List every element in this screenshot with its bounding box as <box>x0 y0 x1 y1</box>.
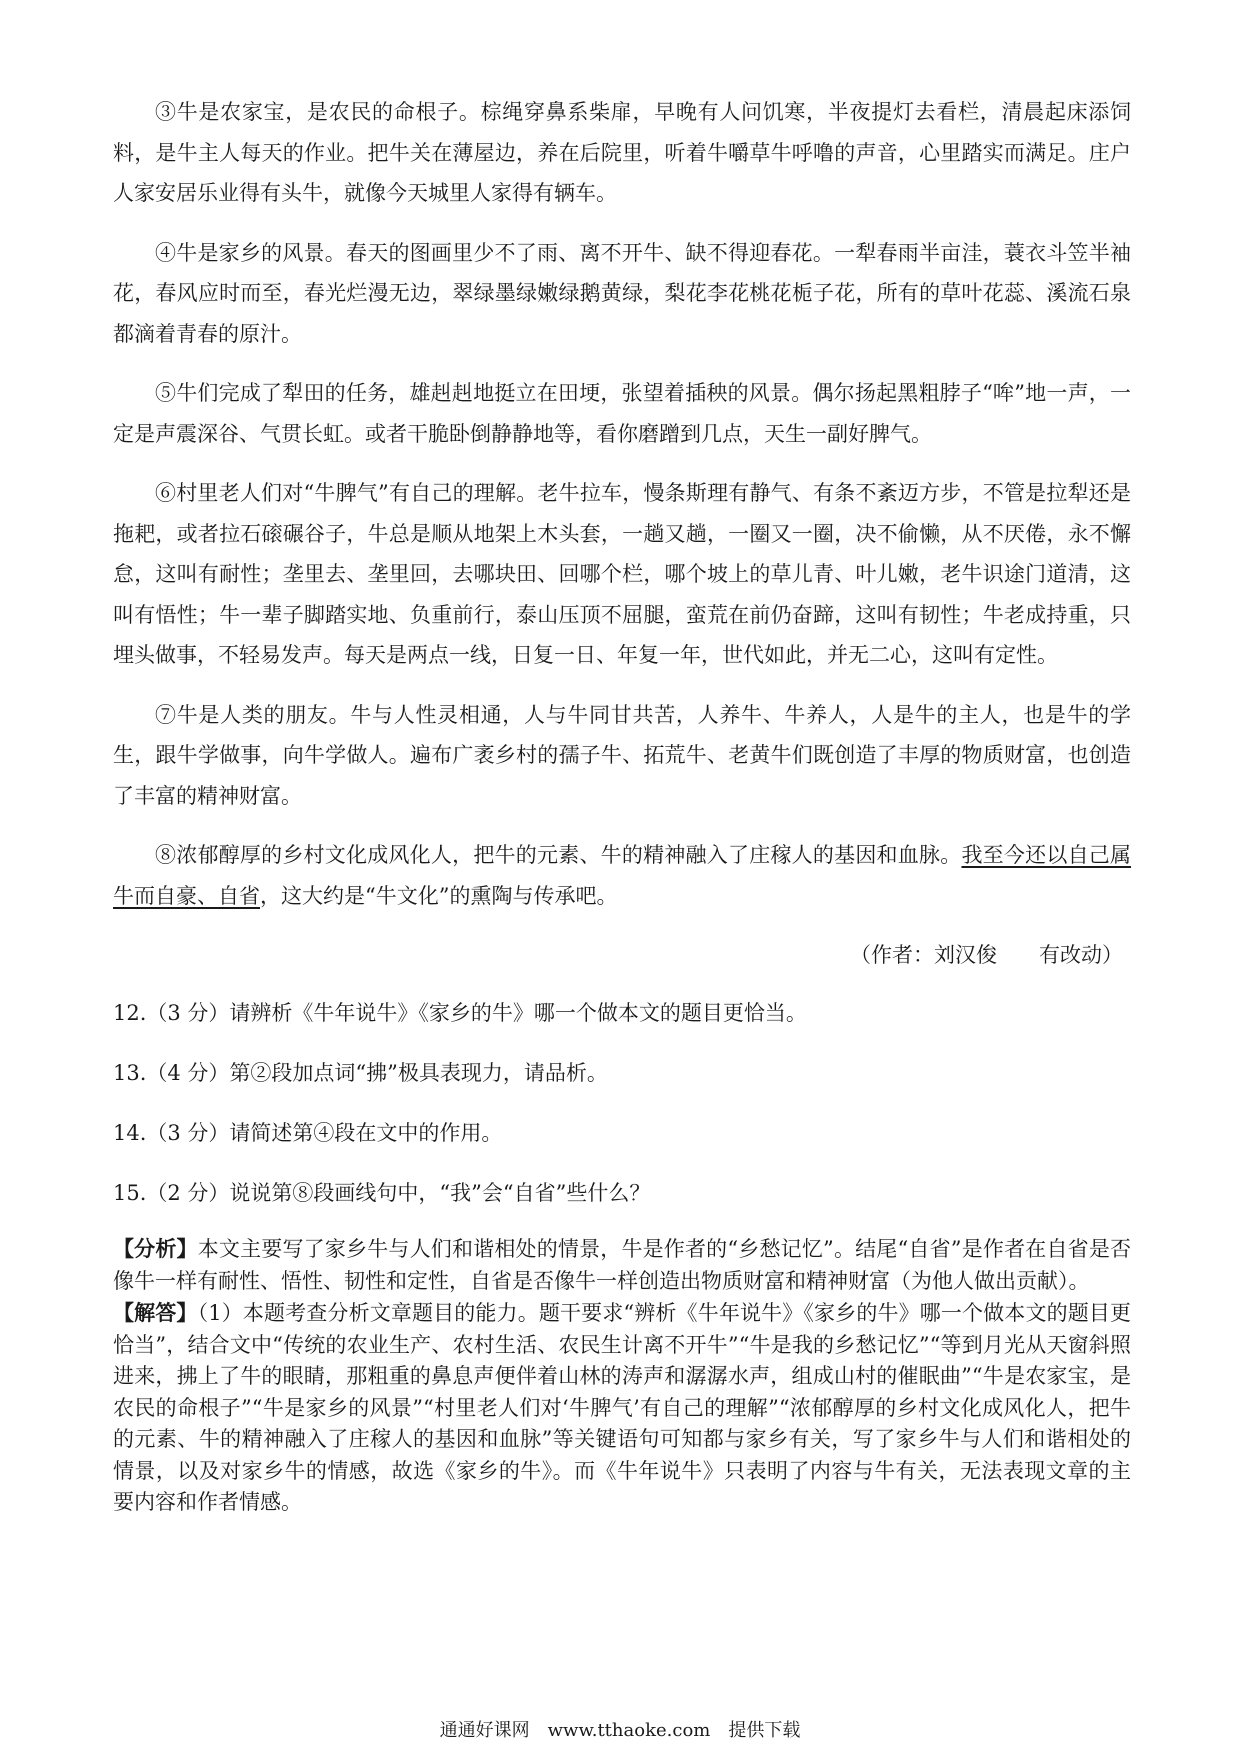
author-line: （作者：刘汉俊 有改动） <box>850 943 1123 967</box>
answer-text: （1）本题考查分析文章题目的能力。题干要求“辨析《牛年说牛》《家乡的牛》哪一个做本文的题目更恰当”，结合文中“传统的农业生产、农村生活、农民生计离不开牛”“牛是我的乡愁记忆”“等到月光从天窗斜照进来，拂上了牛的眼睛，那粗重的鼻息声便伴着山林的涛声和潺潺水声，组成山村的催眠曲”“牛是农家宝，是农民的命根子”“牛是家乡的风景”“村里老人们对‘牛脾气’有自己的理解”“浓郁醇厚的乡村文化成风化人，把牛的元素、牛的精神融入了庄稼人的基因和血脉”等关键语句可知都与家乡有关，写了家乡牛与人们和谐相处的情景，以及对家乡牛的情感，故选《家乡的牛》。而《牛年说牛》只表明了内容与牛有关，无法表现文章的主要内容和作者情感。 <box>113 1301 1132 1514</box>
paragraph-7: ⑦牛是人类的朋友。牛与人性灵相通，人与牛同甘共苦，人养牛、牛养人，人是牛的主人，也是牛的学生，跟牛学做事，向牛学做人。遍布广袤乡村的孺子牛、拓荒牛、老黄牛们既创造了丰厚的物质财富，也创造了丰富的精神财富。 <box>113 702 1131 808</box>
paragraph-8 <box>113 835 1131 916</box>
analysis-text: 本文主要写了家乡牛与人们和谐相处的情景，牛是作者的“乡愁记忆”。结尾“自省”是作者在自省是否像牛一样有耐性、悟性、韧性和定性，自省是否像牛一样创造出物质财富和精神财富（为他人做出贡献）。 <box>113 1237 1131 1293</box>
analysis-block <box>113 1233 1131 1297</box>
question-15: 15.（2 分）说说第⑧段画线句中，“我”会“自省”些什么？ <box>113 1181 651 1205</box>
paragraph-3: ③牛是农家宝，是农民的命根子。棕绳穿鼻系柴扉，早晚有人问饥寒，半夜提灯去看栏，清晨起床添饲料，是牛主人每天的作业。把牛关在薄屋边，养在后院里，听着牛嚼草牛呼噜的声音，心里踏实而满足。庄户人家安居乐业得有头牛，就像今天城里人家得有辆车。 <box>113 100 1131 205</box>
paragraph-4: ④牛是家乡的风景。春天的图画里少不了雨、离不开牛、缺不得迎春花。一犁春雨半亩洼，蓑衣斗笠半袖花，春风应时而至，春光烂漫无边，翠绿墨绿嫩绿鹅黄绿，梨花李花桃花栀子花，所有的草叶花蕊、溪流石泉都滴着青春的原汁。 <box>113 240 1131 346</box>
paragraph-6: ⑥村里老人们对“牛脾气”有自己的理解。老牛拉车，慢条斯理有静气、有条不紊迈方步，不管是拉犁还是拖耙，或者拉石磙碾谷子，牛总是顺从地架上木头套，一趟又趟，一圈又一圈，决不偷懒，从不厌倦，永不懈怠，这叫有耐性；垄里去、垄里回，去哪块田、回哪个栏，哪个坡上的草儿青、叶儿嫩，老牛识途门道清，这叫有悟性；牛一辈子脚踏实地、负重前行，泰山压顶不屈腿，蛮荒在前仍奋蹄，这叫有韧性；牛老成持重，只埋头做事，不轻易发声。每天是两点一线，日复一日、年复一年，世代如此，并无二心，这叫有定性。 <box>113 481 1131 667</box>
answer-label: 【解答】 <box>113 1300 198 1325</box>
underlined-sentence: 我至今还以自己属牛而自豪、自省 <box>113 843 1132 908</box>
analysis-label: 【分析】 <box>113 1236 198 1261</box>
question-12: 12.（3 分）请辨析《牛年说牛》《家乡的牛》哪一个做本文的题目更恰当。 <box>113 1001 807 1025</box>
document-body <box>113 92 1131 1519</box>
question-14: 14.（3 分）请简述第④段在文中的作用。 <box>113 1121 503 1145</box>
paragraph-5: ⑤牛们完成了犁田的任务，雄赳赳地挺立在田埂，张望着插秧的风景。偶尔扬起黑粗脖子“哞”地一声，一定是声震深谷、气贯长虹。或者干脆卧倒静静地等，看你磨蹭到几点，天生一副好脾气。 <box>113 381 1131 446</box>
paragraph-8-text: ⑧浓郁醇厚的乡村文化成风化人，把牛的元素、牛的精神融入了庄稼人的基因和血脉。 <box>155 843 962 867</box>
question-13: 13.（4 分）第②段加点词“拂”极具表现力，请品析。 <box>113 1061 608 1085</box>
answer-block <box>113 1297 1131 1519</box>
paragraph-8-tail: ，这大约是“牛文化”的熏陶与传承吧。 <box>260 883 618 908</box>
footer-watermark: 通通好课网 www.tthaoke.com 提供下载 <box>439 1720 801 1741</box>
